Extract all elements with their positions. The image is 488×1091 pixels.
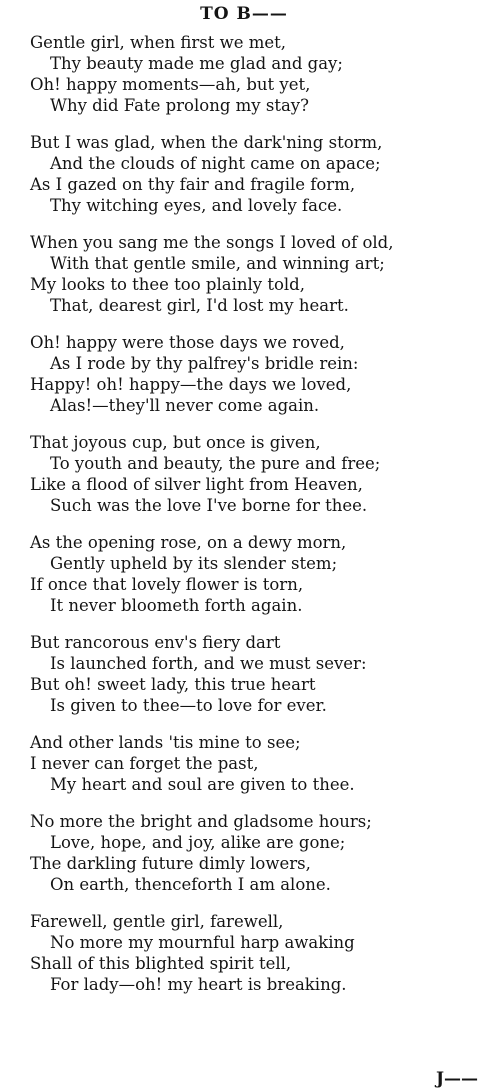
poem-line: When you sang me the songs I loved of old, bbox=[30, 233, 394, 252]
poem-line: I never can forget the past, bbox=[30, 754, 259, 773]
poem-line: But rancorous env's fiery dart bbox=[30, 633, 281, 652]
poem-title: TO B—— bbox=[200, 4, 288, 24]
poem-line: Is launched forth, and we must sever: bbox=[50, 654, 367, 673]
poem-line: Thy witching eyes, and lovely face. bbox=[50, 196, 343, 215]
poem-line: It never bloometh forth again. bbox=[50, 596, 303, 615]
stanza bbox=[30, 732, 480, 795]
stanza bbox=[30, 32, 480, 116]
poem-line: And the clouds of night came on apace; bbox=[50, 154, 381, 173]
poem-line: And other lands 'tis mine to see; bbox=[30, 733, 301, 752]
poem-line: Is given to thee—to love for ever. bbox=[50, 696, 327, 715]
poem-line: Oh! happy were those days we roved, bbox=[30, 333, 345, 352]
poem-body bbox=[30, 32, 480, 1011]
stanza bbox=[30, 532, 480, 616]
poem-line: Why did Fate prolong my stay? bbox=[50, 96, 309, 115]
poem-line: Happy! oh! happy—the days we loved, bbox=[30, 375, 352, 394]
stanza bbox=[30, 911, 480, 995]
poem-line: With that gentle smile, and winning art; bbox=[50, 254, 385, 273]
poem-line: No more the bright and gladsome hours; bbox=[30, 812, 372, 831]
poem-line: As I rode by thy palfrey's bridle rein: bbox=[50, 354, 359, 373]
poem-line: As I gazed on thy fair and fragile form, bbox=[30, 175, 356, 194]
poem-line: Thy beauty made me glad and gay; bbox=[50, 54, 343, 73]
poem-line: The darkling future dimly lowers, bbox=[30, 854, 311, 873]
poem-line: Like a flood of silver light from Heaven, bbox=[30, 475, 363, 494]
poem-line: No more my mournful harp awaking bbox=[50, 933, 355, 952]
stanza bbox=[30, 632, 480, 716]
poem-line: Love, hope, and joy, alike are gone; bbox=[50, 833, 346, 852]
poem-line: But I was glad, when the dark'ning storm, bbox=[30, 133, 383, 152]
poem-line: Farewell, gentle girl, farewell, bbox=[30, 912, 284, 931]
poem-line: On earth, thenceforth I am alone. bbox=[50, 875, 331, 894]
poem-line: Alas!—they'll never come again. bbox=[50, 396, 320, 415]
signature: J—— bbox=[435, 1069, 478, 1089]
poem-line: But oh! sweet lady, this true heart bbox=[30, 675, 316, 694]
poem-line: Shall of this blighted spirit tell, bbox=[30, 954, 292, 973]
stanza bbox=[30, 332, 480, 416]
poem-line: My looks to thee too plainly told, bbox=[30, 275, 305, 294]
poem-line: That joyous cup, but once is given, bbox=[30, 433, 321, 452]
poem-line: Gentle girl, when first we met, bbox=[30, 33, 287, 52]
poem-line: My heart and soul are given to thee. bbox=[50, 775, 355, 794]
stanza bbox=[30, 232, 480, 316]
stanza bbox=[30, 132, 480, 216]
poem-line: Such was the love I've borne for thee. bbox=[50, 496, 368, 515]
poem-line: For lady—oh! my heart is breaking. bbox=[50, 975, 347, 994]
poem-line: Oh! happy moments—ah, but yet, bbox=[30, 75, 311, 94]
poem-line: As the opening rose, on a dewy morn, bbox=[30, 533, 347, 552]
poem-line: Gently upheld by its slender stem; bbox=[50, 554, 338, 573]
stanza bbox=[30, 432, 480, 516]
poem-line: To youth and beauty, the pure and free; bbox=[50, 454, 381, 473]
stanza bbox=[30, 811, 480, 895]
poem-line: If once that lovely flower is torn, bbox=[30, 575, 304, 594]
poem-line: That, dearest girl, I'd lost my heart. bbox=[50, 296, 349, 315]
